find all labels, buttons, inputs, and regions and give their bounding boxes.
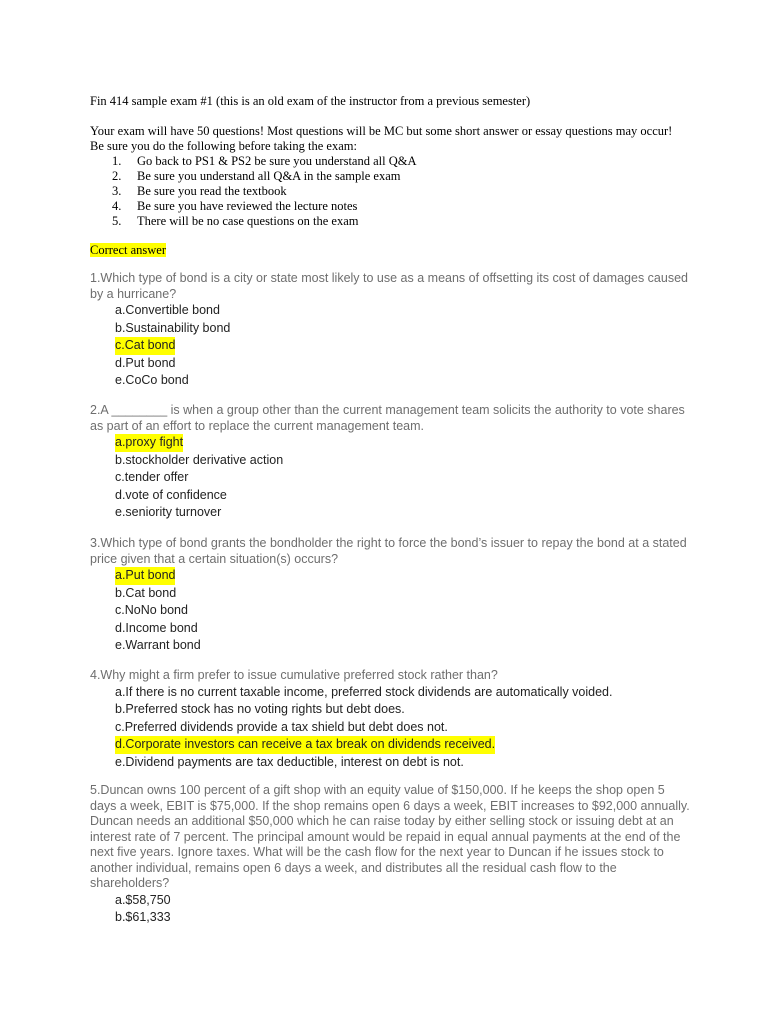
step-number: 4.: [112, 199, 122, 213]
step-text: There will be no case questions on the exam: [137, 214, 359, 228]
option-text: e.seniority turnover: [115, 505, 222, 519]
option-text: b.Sustainability bond: [115, 320, 231, 335]
step-item: [90, 214, 690, 229]
option-text: b.stockholder derivative action: [115, 452, 284, 467]
option-text: d.Put bond: [115, 355, 176, 370]
step-number: 1.: [112, 154, 122, 168]
option-text: a.Convertible bond: [115, 303, 220, 317]
option-text: b.Cat bond: [115, 585, 177, 600]
answer-option-correct: [115, 736, 690, 754]
step-text: Be sure you read the textbook: [137, 184, 287, 198]
answer-option: [115, 504, 690, 522]
answer-option: [115, 637, 690, 655]
answer-option: [115, 302, 690, 320]
question-3: [90, 536, 690, 655]
answer-option: [115, 909, 690, 927]
question-stem: 5.Duncan owns 100 percent of a gift shop with an equity value of $150,000. If he keeps the shop open 5 days a week, EBIT is $75,000. If the shop remains open 6 days a week, EBIT increases to $92,000 annually. Duncan needs an additional $50,000 which he can raise today by either selling stock or issuing debt at an interest rate of 7 percent. The principal amount would be repaid in equal annual payments at the end of the next five years. Ignore taxes. What will be the cash flow for the next year to Duncan if he issues stock to another individual, remains open 6 days a week, and distributes all the residual cash flow to the shareholders?: [90, 783, 690, 890]
question-4: [90, 668, 690, 771]
option-text: b.$61,333: [115, 910, 171, 924]
question-2: [90, 403, 690, 522]
step-item: [90, 199, 690, 214]
answer-option-correct: [115, 567, 690, 585]
answer-options: [90, 892, 690, 927]
step-text: Be sure you understand all Q&A in the sample exam: [137, 169, 401, 183]
question-stem: 4.Why might a firm prefer to issue cumulative preferred stock rather than?: [90, 668, 498, 682]
answer-option: [115, 372, 690, 390]
question-stem: 3.Which type of bond grants the bondholder the right to force the bond’s issuer to repay the bond at a stated price given that a certain situation(s) occurs?: [90, 536, 687, 566]
option-text: e.CoCo bond: [115, 373, 189, 387]
question-5: [90, 783, 690, 927]
answer-option-correct: [115, 434, 690, 452]
answer-option: [115, 487, 690, 505]
step-number: 2.: [112, 169, 122, 183]
question-stem: 1.Which type of bond is a city or state most likely to use as a means of offsetting its cost of damages caused by a hurricane?: [90, 271, 688, 301]
answer-options: [90, 434, 690, 522]
legend-highlight: Correct answer: [90, 243, 167, 257]
question-stem: 2.A ________ is when a group other than the current management team solicits the authority to vote shares as part of an effort to replace the current management team.: [90, 403, 685, 433]
instructions-line-2: Be sure you do the following before taking the exam:: [90, 139, 357, 153]
option-text: d.Income bond: [115, 620, 198, 635]
answer-options: [90, 567, 690, 655]
answer-option: [115, 469, 690, 487]
question-1: [90, 271, 690, 390]
option-text: c.Preferred dividends provide a tax shield but debt does not.: [115, 719, 448, 734]
step-text: Be sure you have reviewed the lecture notes: [137, 199, 358, 213]
option-text: e.Warrant bond: [115, 638, 201, 652]
option-text: e.Dividend payments are tax deductible, interest on debt is not.: [115, 754, 464, 769]
correct-answer-legend: [90, 243, 166, 258]
answer-option: [115, 355, 690, 373]
option-text: d.Corporate investors can receive a tax break on dividends received.: [115, 736, 495, 754]
answer-option: [115, 684, 690, 702]
answer-options: [90, 684, 690, 772]
answer-option: [115, 320, 690, 338]
instructions-line-1: Your exam will have 50 questions! Most questions will be MC but some short answer or essay questions may occur!: [90, 124, 673, 138]
answer-option: [115, 585, 690, 603]
exam-title: Fin 414 sample exam #1 (this is an old exam of the instructor from a previous semester): [90, 94, 531, 108]
option-text: a.Put bond: [115, 567, 175, 585]
answer-option: [115, 701, 690, 719]
step-number: 5.: [112, 214, 122, 228]
answer-option: [115, 452, 690, 470]
option-text: c.Cat bond: [115, 337, 175, 355]
answer-option: [115, 892, 690, 910]
option-text: c.NoNo bond: [115, 603, 188, 617]
option-text: a.If there is no current taxable income, preferred stock dividends are automatically voided.: [115, 684, 613, 699]
step-number: 3.: [112, 184, 122, 198]
option-text: a.proxy fight: [115, 434, 183, 452]
answer-options: [90, 302, 690, 390]
option-text: a.$58,750: [115, 892, 171, 907]
answer-option-correct: [115, 337, 690, 355]
option-text: d.vote of confidence: [115, 487, 227, 502]
preparation-steps: [90, 154, 690, 229]
option-text: c.tender offer: [115, 470, 189, 484]
step-item: [90, 169, 690, 184]
option-text: b.Preferred stock has no voting rights but debt does.: [115, 702, 405, 716]
step-text: Go back to PS1 & PS2 be sure you understand all Q&A: [137, 154, 417, 168]
step-item: [90, 154, 690, 169]
answer-option: [115, 754, 690, 772]
exam-instructions: [90, 124, 690, 229]
answer-option: [115, 719, 690, 737]
answer-option: [115, 602, 690, 620]
answer-option: [115, 620, 690, 638]
step-item: [90, 184, 690, 199]
